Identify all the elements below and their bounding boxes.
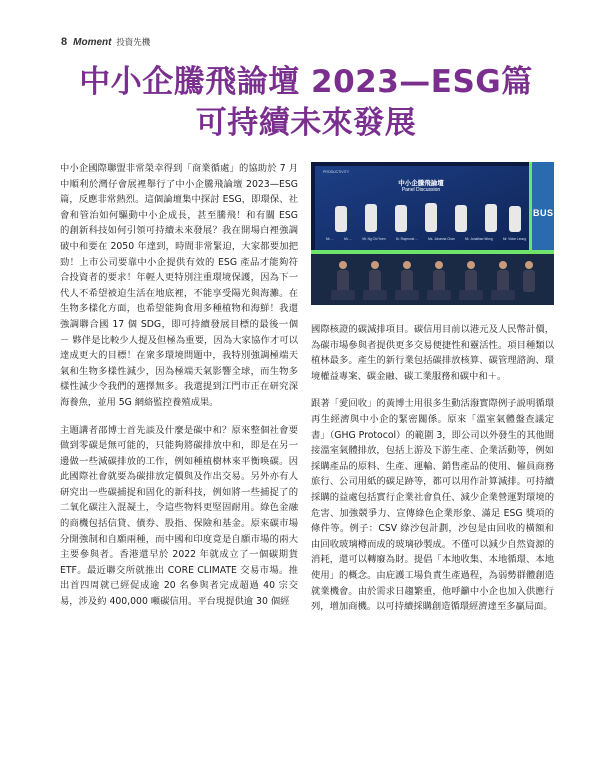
panelist-name: Ms. Johanna Chan (428, 237, 455, 241)
screen-subtitle: Panel Discussion (401, 187, 441, 193)
page-header (61, 36, 150, 48)
article-paragraph-3: 國際核證的碳減排項目。碳信用目前以港元及人民幣計價，為碳市場參與者提供更多交易便捷性和靈活性。項目種類以植林最多。產生的新行業包括碳排放核算、碳管理諮詢、環境權益專案、碳金融、碳工業服務和碳中和＋。 (311, 324, 554, 382)
article-paragraph-4: 跟著「愛回收」的黃博士用很多生動活潑實際例子説明循環再生經濟與中小企的緊密關係。原來「溫室氣體盤查議定書」（GHG Protocol）的範圍 3，即公司以外發生的其他間接溫室氣體排放，包括上游及下游生產、企業活動等，例如採購產品的原料、生產、運輸、銷售產品的使用、僱員商務旅行、公司用紙的碳足跡等，都可以用作計算減排。可持續採購的益處包括實行企業社會負任、減少企業營運對環境的危害、加強競爭力、宣傳綠色企業形象、滿足 ESG 獎項的條件等。例子：CSV 綠沙包計劃，沙包是由回收的橫額和由回收玻璃樽而成的玻璃砂製成。不僅可以減少自然資源的消耗，還可以轉廢為財。提倡「本地收集、本地循環、本地使用」的概念。由庇護工場負責生產過程，為弱勢群體創造就業機會。由於需求日趨繁重，他呼籲中小企也加入供應行列，增加商機。以可持續採購創造循環經濟達至多贏局面。 (311, 398, 554, 613)
panelist-name: Mr. ... (344, 237, 353, 241)
panel-discussion-photo (311, 162, 554, 305)
panelist-name: Mr. Jonathan Wong (465, 237, 493, 241)
panelist-name: Dr. Raymond ... (395, 237, 418, 241)
section-name: 投資先機 (116, 37, 151, 47)
panelist-names (326, 237, 526, 243)
article-paragraph-2: 主題講者邵博士首先談及什麼是碳中和？原來整個社會要做到零碳是無可能的，只能夠將碳排放中和，即是在另一邊做一些減碳排放的工作，例如種植樹林來平衡唤碳。因此國際社會就要為碳排放定價與及作出交易。另外亦有人研究出一些碳捕捉和固化的新科技，例如將一些捕捉了的二氧化碳注入混凝土，令這些物料更堅固耐用。綠色金融的商機包括信貸、債券、股指、保險和基金。原來碳市場分開強制和自願兩種，而中國和印度竟是自願市場的兩大主要參與者。香港還早於 2022 年就成立了一個碳期貨 ETF。最近聯交所就推出 CORE CLIMATE 交易市場。推出首四周就已經促成逾 20 名參與者完成超過 40 宗交易，涉及約 400,000 噸碳信用。平台現提供逾 30 個經 (60, 424, 298, 608)
panelist-name: Mr. ... (326, 237, 334, 241)
magazine-name: Moment (73, 37, 112, 48)
article-paragraph-1: 中小企國際聯盟非常榮幸得到「商業循處」的協助於 7 月中順利於灣仔會展裡舉行了中小企騰飛論壇 2023—ESG 篇，反應非常熱烈。這個論壇集中探討 ESG，即環保、社會和管治如何驅動中小企成長，甚至騰飛！和有關 ESG 的創新科技如何引領可持續未來發展？我在開場白裡強調破中和要在 2050 年達到，時間非常緊迫，大家都要加把勁！上市公司要靠中小企提供有效的 ESG 產品才能夠符合投資者的要求！年輕人更特別注重環境保護，因為下一代人不希望被迫生活在地底裡，不能享受陽光與海灘。在生物多樣化方面，也希望能夠食用多種植物和海鮮！我還強調聯合國 17 個 SDG，即可持續發展目標的最後一個 － 夥伴是比較少人提及但極為重要，因為大家協作才可以達成更大的目標！在衆多環境問題中，我特別強調極端天氣和生物多樣性減少，因為極端天氣影響全球，而生物多樣性減少令我們的選擇無多。我還提到江門市正在研究深海養魚，並用 5G 網絡監控養殖成果。 (60, 163, 298, 408)
panelist-name: Mr. Ng Chi Yuen (362, 237, 386, 241)
page-number: 8 (61, 36, 68, 48)
screen-logo: PRODUCTIVITY (323, 170, 350, 174)
article-left-column (60, 161, 298, 610)
article-right-column (311, 322, 554, 615)
panelist-name: Mr. Victor Leung (502, 237, 526, 241)
article-title-line-1: 中小企騰飛論壇 2023—ESG篇 (79, 64, 533, 100)
screen-title: 中小企騰飛論壇 (398, 179, 444, 187)
side-banner-text: BUS (533, 208, 554, 218)
article-title-line-2: 可持續未來發展 (195, 105, 417, 141)
